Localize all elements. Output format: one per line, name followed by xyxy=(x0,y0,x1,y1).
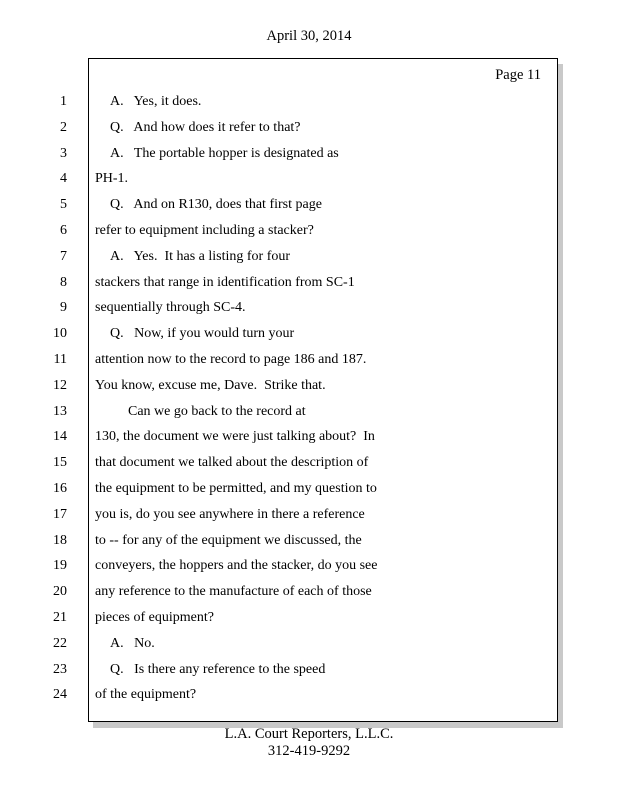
transcript-line-text: A. Yes. It has a listing for four xyxy=(110,248,291,264)
line-number: 22 xyxy=(53,635,67,651)
transcript-line-text: PH-1. xyxy=(95,171,129,187)
transcript-line-text: conveyers, the hoppers and the stacker, do you see xyxy=(95,558,378,574)
transcript-line-text: stackers that range in identification from SC-1 xyxy=(95,274,355,290)
line-number: 13 xyxy=(53,403,67,419)
transcript-line-text: Q. Is there any reference to the speed xyxy=(110,661,326,677)
line-number: 8 xyxy=(60,274,67,290)
transcript-row xyxy=(0,373,618,399)
line-number: 3 xyxy=(60,145,67,161)
line-number: 18 xyxy=(53,532,67,548)
transcript-line-text: A. No. xyxy=(110,635,155,651)
transcript-line-text: Can we go back to the record at xyxy=(128,403,306,419)
transcript-row xyxy=(0,579,618,605)
transcript-line-text: A. Yes, it does. xyxy=(110,94,202,109)
transcript-line-text: attention now to the record to page 186 and 187. xyxy=(95,351,367,367)
transcript-row xyxy=(0,321,618,347)
transcript-line-text: that document we talked about the description of xyxy=(95,455,369,471)
transcript-row xyxy=(0,657,618,683)
transcript-line-text: Q. And how does it refer to that? xyxy=(110,119,301,135)
transcript-row xyxy=(0,476,618,502)
line-number: 7 xyxy=(60,248,67,264)
transcript-line-text: Q. And on R130, does that first page xyxy=(110,197,322,213)
transcript-row xyxy=(0,218,618,244)
transcript-row xyxy=(0,192,618,218)
footer xyxy=(0,726,618,760)
footer-phone: 312-419-9292 xyxy=(267,743,351,759)
transcript-line-text: any reference to the manufacture of each of those xyxy=(95,584,372,600)
transcript-row xyxy=(0,553,618,579)
transcript-row xyxy=(0,270,618,296)
transcript-line-text: Q. Now, if you would turn your xyxy=(110,326,295,342)
transcript-row xyxy=(0,295,618,321)
transcript-line-text: of the equipment? xyxy=(95,687,197,703)
line-number: 5 xyxy=(60,197,67,213)
page-number-label: Page 11 xyxy=(495,67,541,83)
transcript-row xyxy=(0,347,618,373)
line-number: 19 xyxy=(53,558,67,574)
line-number: 20 xyxy=(53,584,67,600)
line-number: 14 xyxy=(53,429,67,445)
transcript-line-text: pieces of equipment? xyxy=(95,609,214,625)
line-number: 10 xyxy=(53,326,67,342)
line-number: 21 xyxy=(53,609,67,625)
transcript-line-text: refer to equipment including a stacker? xyxy=(95,222,314,238)
line-number: 9 xyxy=(60,300,67,316)
transcript-row xyxy=(0,502,618,528)
transcript-row xyxy=(0,631,618,657)
transcript-line-text: You know, excuse me, Dave. Strike that. xyxy=(95,377,326,393)
transcript-row xyxy=(0,605,618,631)
line-number: 2 xyxy=(60,119,67,135)
transcript-row xyxy=(0,89,618,115)
date-header: April 30, 2014 xyxy=(266,28,352,44)
line-number: 16 xyxy=(53,480,67,496)
line-number: 17 xyxy=(53,506,67,522)
transcript-line-text: A. The portable hopper is designated as xyxy=(110,145,339,161)
transcript-row xyxy=(0,450,618,476)
transcript-line-text: the equipment to be permitted, and my question to xyxy=(95,480,377,496)
transcript-row xyxy=(0,141,618,167)
line-number: 15 xyxy=(53,455,67,471)
footer-company: L.A. Court Reporters, L.L.C. xyxy=(224,726,394,742)
transcript-line-text: to -- for any of the equipment we discussed, the xyxy=(95,532,362,548)
transcript-row xyxy=(0,244,618,270)
line-number: 1 xyxy=(60,94,67,109)
line-number: 12 xyxy=(53,377,67,393)
line-number: 23 xyxy=(53,661,67,677)
transcript-row xyxy=(0,399,618,425)
line-number: 24 xyxy=(53,687,67,703)
line-number: 6 xyxy=(60,222,67,238)
line-number: 4 xyxy=(60,171,67,187)
transcript-rows xyxy=(0,89,618,708)
transcript-row xyxy=(0,528,618,554)
transcript-row xyxy=(0,166,618,192)
line-number: 11 xyxy=(53,351,67,367)
transcript-line-text: you is, do you see anywhere in there a reference xyxy=(95,506,365,522)
transcript-line-text: sequentially through SC-4. xyxy=(95,300,246,316)
transcript-line-text: 130, the document we were just talking about? In xyxy=(95,429,375,445)
transcript-row xyxy=(0,424,618,450)
transcript-row xyxy=(0,115,618,141)
transcript-row xyxy=(0,682,618,708)
